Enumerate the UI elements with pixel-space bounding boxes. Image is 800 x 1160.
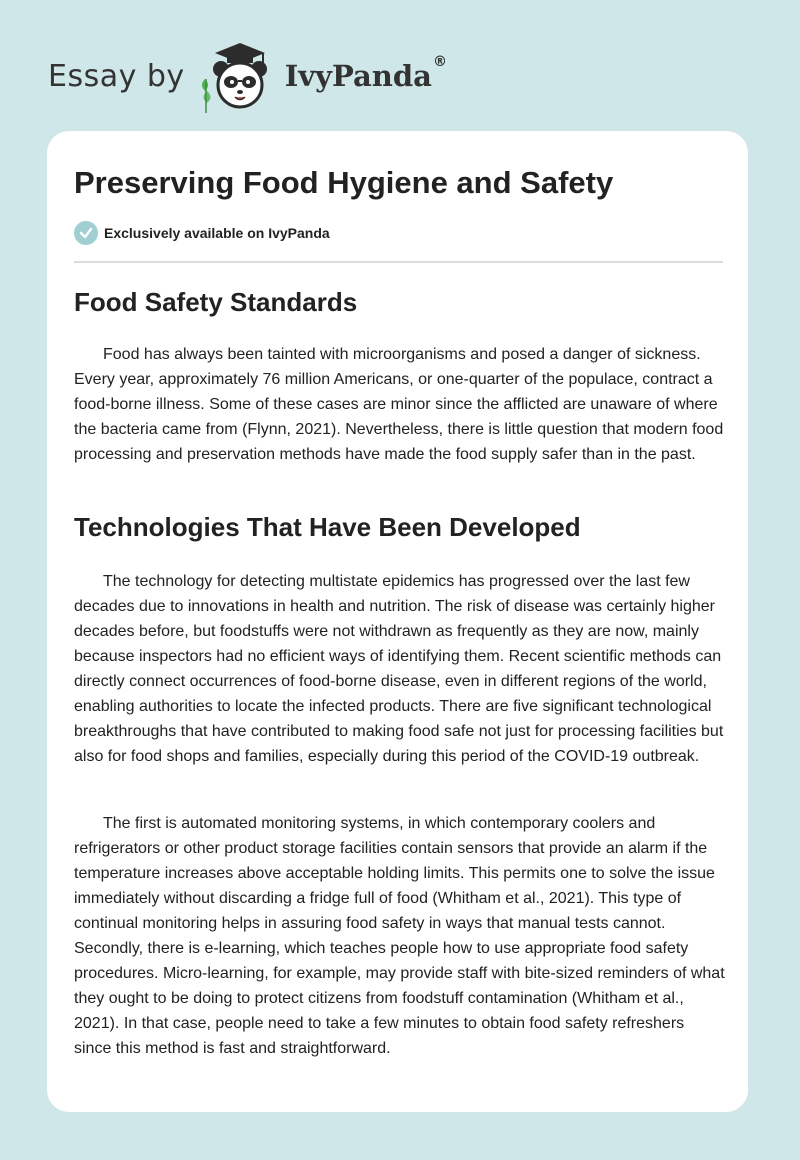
page-title: Preserving Food Hygiene and Safety bbox=[74, 165, 614, 200]
section-paragraph: The technology for detecting multistate epidemics has progressed over the last few decades due to innovations in health and nutrition. The risk of disease was certainly higher decades before, but foodstuffs were not withdrawn as frequently as they are now, mainly because inspectors had no efficient ways of identifying them. Recent scientific methods can directly connect occurrences of food-borne disease, even in different regions of the world, enabling authorities to locate the infected products. There are five significant technological breakthroughs that have contributed to making food safe not just for processing facilities but also for food shops and families, especially during this period of the COVID-19 outbreak. bbox=[74, 573, 724, 765]
title-divider bbox=[74, 261, 723, 263]
check-circle-icon bbox=[74, 221, 98, 245]
brand-prefix: Essay by bbox=[48, 58, 185, 94]
section-paragraph: Food has always been tainted with microorganisms and posed a danger of sickness. Every year, approximately 76 million Americans, or one-quarter of the populace, contract a food-borne illness. Some of these cases are minor since the afflicted are unaware of where the bacteria came from (Flynn, 2021). Nevertheless, there is little question that modern food processing and preservation methods have made the food supply safer than in the past. bbox=[74, 346, 724, 463]
badge-text: Exclusively available on IvyPanda bbox=[104, 225, 330, 241]
panda-logo-icon bbox=[197, 39, 283, 113]
exclusive-badge bbox=[74, 221, 330, 245]
brand-registered-mark: ® bbox=[432, 54, 447, 70]
ivy-leaf-icon bbox=[202, 79, 211, 113]
essay-card bbox=[47, 131, 748, 1112]
brand-name: IvyPanda bbox=[284, 59, 432, 93]
section-heading-technologies: Technologies That Have Been Developed bbox=[74, 512, 581, 542]
section-paragraph: The first is automated monitoring systems, in which contemporary coolers and refrigerators or other product storage facilities contain sensors that provide an alarm if the temperature increases above acceptable holding limits. This permits one to solve the issue immediately without discarding a fridge full of food (Whitham et al., 2021). This type of continual monitoring helps in assuring food safety in ways that manual tests cannot. Secondly, there is e-learning, which teaches people how to use appropriate food safety procedures. Micro-learning, for example, may provide staff with bite-sized reminders of what they ought to be doing to protect citizens from foodstuff contamination (Whitham et al., 2021). In that case, people need to take a few minutes to obtain food safety refreshers since this method is fast and straightforward. bbox=[74, 815, 725, 1057]
brand-header[interactable] bbox=[48, 36, 447, 116]
section-heading-food-safety-standards: Food Safety Standards bbox=[74, 287, 358, 317]
